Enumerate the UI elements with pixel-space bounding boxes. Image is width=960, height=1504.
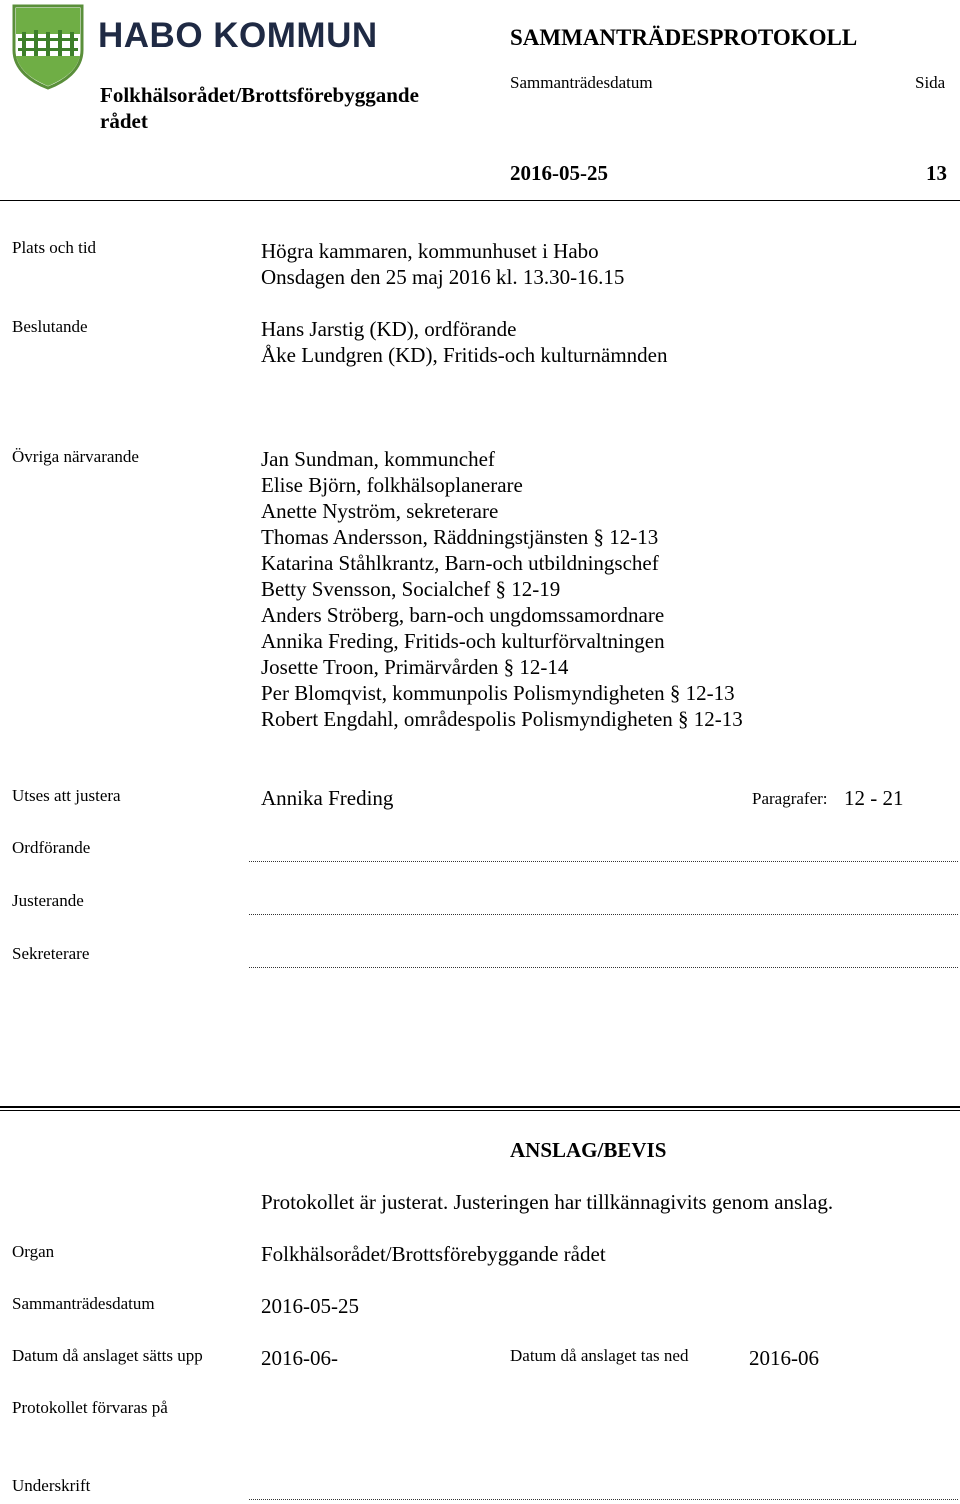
meeting-date: 2016-05-25 (510, 161, 608, 185)
others-label: Övriga närvarande (12, 447, 139, 466)
attendee: Annika Freding, Fritids-och kulturförvaltningen (261, 629, 665, 653)
notice-statement: Protokollet är justerat. Justeringen har tillkännagivits genom anslag. (261, 1190, 834, 1214)
notice-divider-bottom (0, 1110, 960, 1111)
document-type: SAMMANTRÄDESPROTOKOLL (510, 25, 858, 50)
adjuster-name: Annika Freding (261, 786, 394, 810)
paragraphs-label: Paragrafer: (752, 789, 828, 808)
posted-date-label: Datum då anslaget sätts upp (12, 1346, 203, 1365)
place-value (261, 238, 624, 290)
organ-name: Folkhälsorådet/Brottsförebyggande rådet (100, 83, 419, 133)
adjust-label: Utses att justera (12, 786, 121, 805)
kept-at-label: Protokollet förvaras på (12, 1398, 168, 1417)
deciding-member: Hans Jarstig (KD), ordförande (261, 317, 517, 341)
secretary-signature-label: Sekreterare (12, 944, 90, 963)
others-list (261, 446, 743, 732)
paragraphs-value: 12 - 21 (844, 786, 904, 810)
deciding-label: Beslutande (12, 317, 88, 336)
attendee: Per Blomqvist, kommunpolis Polismyndigheten § 12-13 (261, 681, 735, 705)
adjuster-signature-line[interactable] (249, 914, 958, 915)
municipality-logo (12, 4, 387, 90)
attendee: Thomas Andersson, Räddningstjänsten § 12-13 (261, 525, 659, 549)
attendee: Katarina Ståhlkrantz, Barn-och utbildningschef (261, 551, 659, 575)
notice-date-label: Sammanträdesdatum (12, 1294, 155, 1313)
attendee: Anette Nyström, sekreterare (261, 499, 499, 523)
chair-signature-line[interactable] (249, 861, 958, 862)
notice-title: ANSLAG/BEVIS (510, 1138, 667, 1162)
notice-organ: Folkhälsorådet/Brottsförebyggande rådet (261, 1242, 606, 1266)
attendee: Elise Björn, folkhälsoplanerare (261, 473, 523, 497)
attendee: Josette Troon, Primärvården § 12-14 (261, 655, 569, 679)
attendee: Robert Engdahl, områdespolis Polismyndigheten § 12-13 (261, 707, 743, 731)
chair-signature-label: Ordförande (12, 838, 91, 857)
header-rule (0, 200, 960, 201)
adjuster-signature-label: Justerande (12, 891, 84, 910)
place-line: Högra kammaren, kommunhuset i Habo (261, 239, 599, 263)
deciding-list (261, 316, 668, 368)
attendee: Betty Svensson, Socialchef § 12-19 (261, 577, 561, 601)
place-label: Plats och tid (12, 238, 97, 257)
secretary-signature-line[interactable] (249, 967, 958, 968)
deciding-member: Åke Lundgren (KD), Fritids-och kulturnämnden (261, 343, 668, 367)
attendee: Anders Ströberg, barn-och ungdomssamordnare (261, 603, 665, 627)
notice-divider-top (0, 1106, 960, 1108)
date-label: Sammanträdesdatum (510, 73, 653, 92)
notice-organ-label: Organ (12, 1242, 55, 1261)
coat-of-arms-icon (12, 4, 84, 90)
signature-label: Underskrift (12, 1476, 91, 1495)
notice-date: 2016-05-25 (261, 1294, 359, 1318)
removed-date-label: Datum då anslaget tas ned (510, 1346, 689, 1365)
logo-wordmark: HABO KOMMUN (98, 16, 378, 55)
posted-date: 2016-06- (261, 1346, 338, 1370)
time-line: Onsdagen den 25 maj 2016 kl. 13.30-16.15 (261, 265, 625, 289)
attendee: Jan Sundman, kommunchef (261, 447, 495, 471)
page-number: 13 (926, 161, 947, 185)
signature-line[interactable] (249, 1499, 958, 1500)
page-label: Sida (915, 73, 946, 92)
removed-date: 2016-06 (749, 1346, 819, 1370)
